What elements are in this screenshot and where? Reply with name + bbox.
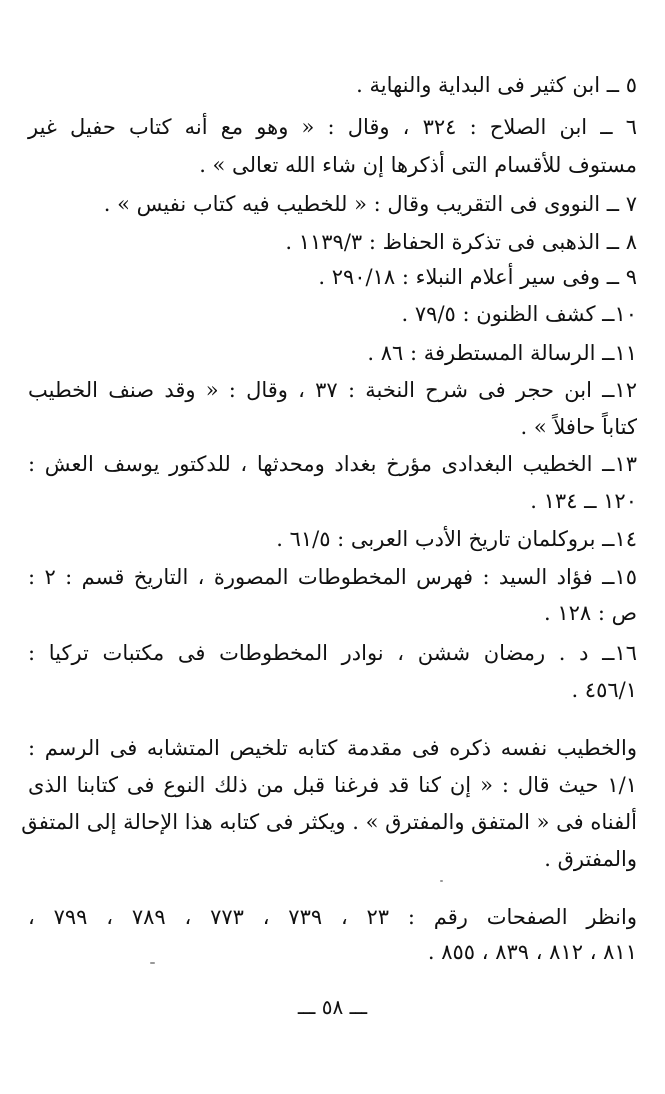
paragraph-2-line-1: وانظر الصفحات رقم : ٢٣ ، ٧٣٩ ، ٧٧٣ ، ٧٨٩ ، ٧٩٩ ، [28, 905, 637, 929]
paragraph-2-line-2: ٨١١ ، ٨١٢ ، ٨٣٩ ، ٨٥٥ . [427, 940, 637, 964]
reference-6-cont: مستوف للأقسام التى أذكرها إن شاء الله تعالى » . [199, 153, 637, 177]
reference-16-cont: ٤٥٦/١ . [571, 678, 637, 702]
reference-13-cont: ١٢٠ ــ ١٣٤ . [530, 489, 637, 513]
reference-16: ١٦ــ د . رمضان ششن ، نوادر المخطوطات فى مكتبات تركيا : [28, 641, 637, 665]
reference-15-cont: ص : ١٢٨ . [543, 601, 637, 625]
print-speck [440, 880, 443, 882]
reference-9: ٩ ــ وفى سير أعلام النبلاء : ٢٩٠/١٨ . [318, 265, 637, 289]
paragraph-1-line-3: ألفناه فى « المتفق والمفترق » . ويكثر فى كتابه هذا الإحالة إلى المتفق [21, 810, 637, 834]
paragraph-1-line-2: ١/١ حيث قال : « إن كنا قد فرغنا قبل من ذلك النوع فى كتابنا الذى [28, 773, 637, 797]
reference-12: ١٢ــ ابن حجر فى شرح النخبة : ٣٧ ، وقال : « وقد صنف الخطيب [28, 378, 637, 402]
reference-11: ١١ــ الرسالة المستطرفة : ٨٦ . [367, 341, 637, 365]
reference-6: ٦ ــ ابن الصلاح : ٣٢٤ ، وقال : « وهو مع أنه كتاب حفيل غير [28, 115, 637, 139]
reference-12-cont: كتاباً حافلاً » . [520, 415, 637, 439]
paragraph-1-line-1: والخطيب نفسه ذكره فى مقدمة كتابه تلخيص المتشابه فى الرسم : [28, 736, 637, 760]
page-number: ـــ ٥٨ ـــ [297, 995, 368, 1019]
reference-15: ١٥ــ فؤاد السيد : فهرس المخطوطات المصورة ، التاريخ قسم : ٢ : [28, 565, 637, 589]
reference-14: ١٤ــ بروكلمان تاريخ الأدب العربى : ٦١/٥ . [276, 527, 637, 551]
paragraph-1-line-4: والمفترق . [544, 847, 637, 871]
reference-13: ١٣ــ الخطيب البغدادى مؤرخ بغداد ومحدثها ، للدكتور يوسف العش : [28, 452, 637, 476]
reference-10: ١٠ــ كشف الظنون : ٧٩/٥ . [401, 302, 637, 326]
reference-5: ٥ ــ ابن كثير فى البداية والنهاية . [356, 73, 637, 97]
reference-7: ٧ ــ النووى فى التقريب وقال : « للخطيب فيه كتاب نفيس » . [103, 192, 637, 216]
print-speck [150, 962, 155, 964]
reference-8: ٨ ــ الذهبى فى تذكرة الحفاظ : ١١٣٩/٣ . [285, 230, 637, 254]
